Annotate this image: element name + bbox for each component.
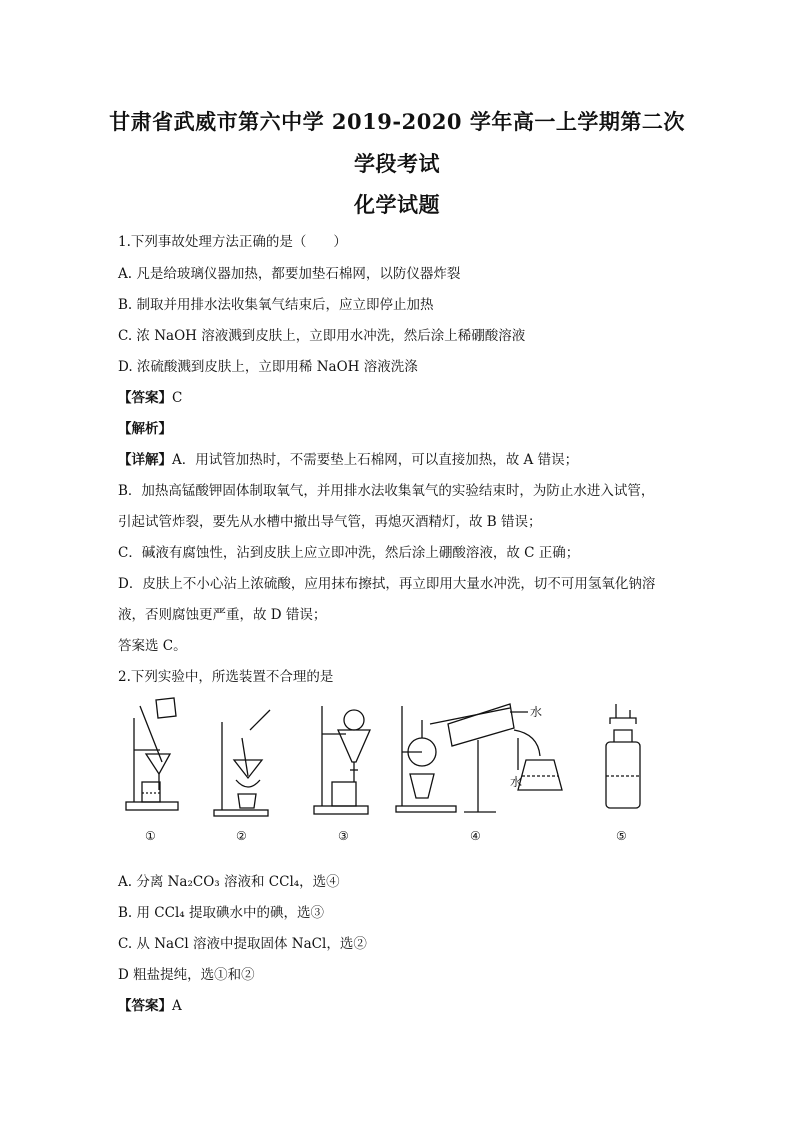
q1-detail-line	[118, 448, 698, 468]
q1-detail-line: B．加热高锰酸钾固体制取氧气，并用排水法收集氧气的实验结束时，为防止水进入试管，	[118, 483, 655, 499]
q1-answer	[118, 386, 698, 406]
q2-option-b: B. 用 CCl₄ 提取碘水中的碘，选③	[118, 905, 324, 921]
figure-label-3: ③	[338, 829, 349, 843]
q1-detail-line: C．碱液有腐蚀性，沾到皮肤上应立即冲洗，然后涂上硼酸溶液，故 C 正确；	[118, 545, 580, 561]
doc-title-line2: 学段考试	[354, 151, 440, 176]
q1-detail-line: 引起试管炸裂，要先从水槽中撤出导气管，再熄灭酒精灯，故 B 错误；	[118, 514, 542, 530]
figure-label-1: ①	[145, 829, 156, 843]
doc-title-line3: 化学试题	[354, 192, 440, 217]
answer-value: C	[172, 390, 183, 406]
q1-analysis-tag: 【解析】	[118, 421, 172, 437]
answer-tag: 【答案】	[118, 390, 172, 406]
q2-answer	[118, 994, 698, 1014]
q2-option-a: A. 分离 Na₂CO₃ 溶液和 CCl₄，选④	[118, 874, 340, 890]
detail-tag: 【详解】	[118, 452, 172, 468]
filtration-apparatus	[126, 698, 178, 810]
q1-detail-line: 液，否则腐蚀更严重，故 D 错误；	[118, 607, 327, 623]
separatory-funnel-apparatus	[314, 706, 370, 814]
q1-stem: 1.下列事故处理方法正确的是（ ）	[118, 234, 347, 250]
answer-value: A	[172, 998, 182, 1014]
q2-option-d: D 粗盐提纯，选①和②	[118, 967, 255, 983]
q1-detail-line: D．皮肤上不小心沾上浓硫酸，应用抹布擦拭，再立即用大量水冲洗，切不可用氢氧化钠溶	[118, 576, 656, 592]
q1-option-d: D. 浓硫酸溅到皮肤上，立即用稀 NaOH 溶液洗涤	[118, 359, 418, 375]
figure-label-5: ⑤	[616, 829, 627, 843]
q1-option-c: C. 浓 NaOH 溶液溅到皮肤上，立即用水冲洗，然后涂上稀硼酸溶液	[118, 328, 526, 344]
q1-option-b: B. 制取并用排水法收集氧气结束后，应立即停止加热	[118, 297, 434, 313]
answer-tag: 【答案】	[118, 998, 172, 1014]
water-inlet-label: 水	[510, 775, 523, 789]
apparatus-svg	[118, 690, 658, 850]
q1-option-a: A. 凡是给玻璃仪器加热，都要加垫石棉网，以防仪器炸裂	[118, 266, 461, 282]
water-outlet-label: 水	[530, 705, 543, 719]
q2-option-c: C. 从 NaCl 溶液中提取固体 NaCl，选②	[118, 936, 367, 952]
figure-label-4: ④	[470, 829, 481, 843]
distillation-apparatus	[396, 704, 562, 812]
detail-text: A．用试管加热时，不需要垫上石棉网，可以直接加热，故 A 错误；	[172, 452, 579, 468]
doc-title-line1: 甘肃省武威市第六中学 2019-2020 学年高一上学期第二次	[109, 109, 685, 134]
gas-washing-bottle	[606, 704, 640, 808]
figure-label-2: ②	[236, 829, 247, 843]
evaporation-apparatus	[214, 710, 270, 816]
q2-stem: 2.下列实验中，所选装置不合理的是	[118, 669, 334, 685]
q1-conclusion: 答案选 C。	[118, 638, 187, 654]
apparatus-figure	[118, 690, 658, 850]
